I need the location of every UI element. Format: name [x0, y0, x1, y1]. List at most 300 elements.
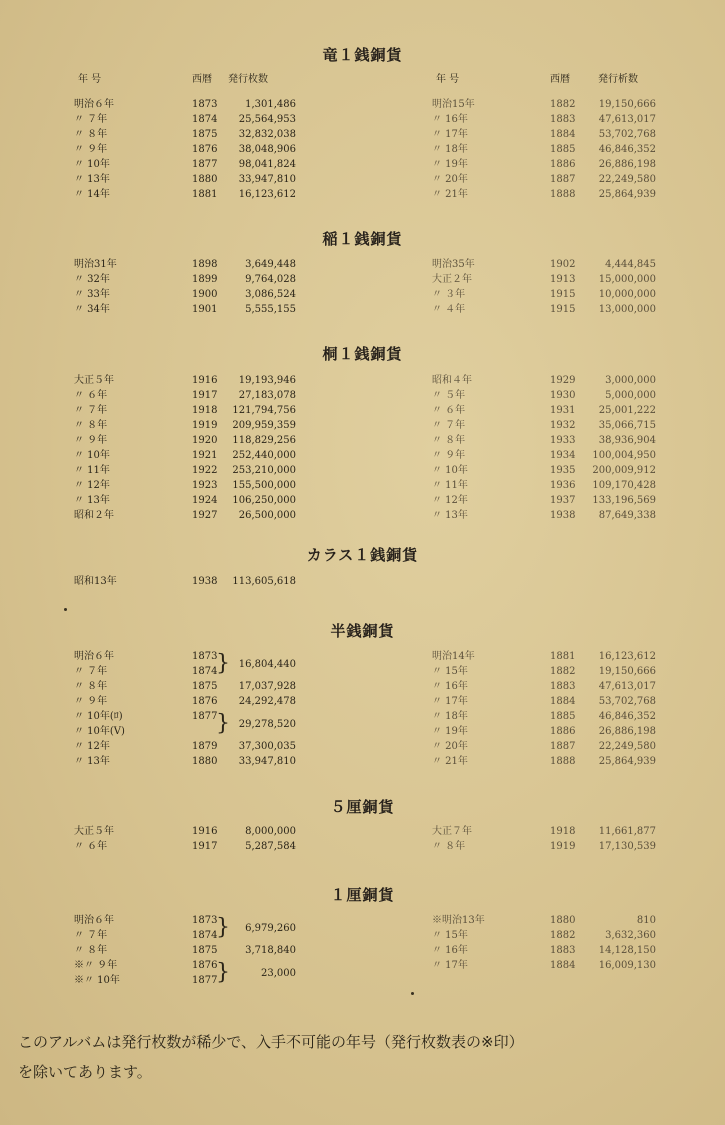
western-year: 1920 — [192, 435, 218, 446]
era-name: 〃 34年 — [74, 304, 110, 315]
era-name: ※〃 10年 — [74, 975, 120, 986]
western-year: 1888 — [550, 756, 576, 767]
table-right — [432, 913, 672, 973]
western-year: 1938 — [192, 576, 218, 587]
mintage-count: 5,287,584 — [245, 841, 296, 852]
table-row — [74, 272, 314, 287]
section-title: 稲１銭銅貨 — [322, 230, 403, 248]
merge-brace: } — [216, 710, 230, 736]
era-name: 〃 ９年 — [74, 696, 108, 707]
table-row — [432, 943, 672, 958]
era-name: 〃 18年 — [432, 144, 468, 155]
table-row — [432, 478, 672, 493]
table-row — [74, 448, 314, 463]
western-year: 1873 — [192, 99, 218, 110]
mintage-count: 3,649,448 — [245, 259, 296, 270]
western-year: 1924 — [192, 495, 218, 506]
western-year: 1873 — [192, 651, 218, 662]
era-name: 明治31年 — [74, 259, 117, 270]
western-year: 1874 — [192, 114, 218, 125]
mintage-count: 253,210,000 — [232, 465, 296, 476]
era-name: 〃 ６年 — [74, 841, 108, 852]
mintage-count: 5,000,000 — [605, 390, 656, 401]
era-name: 〃 ７年 — [74, 114, 108, 125]
table-row — [74, 127, 314, 142]
header-era: 年 号 — [78, 74, 102, 85]
table-row — [432, 172, 672, 187]
era-name: 〃 13年 — [74, 174, 110, 185]
mintage-count: 25,864,939 — [598, 756, 656, 767]
era-name: 〃 12年 — [432, 495, 468, 506]
western-year: 1887 — [550, 174, 576, 185]
era-name: 〃 ７年 — [74, 405, 108, 416]
western-year: 1886 — [550, 726, 576, 737]
era-name: 明治14年 — [432, 651, 475, 662]
era-name: 大正２年 — [432, 274, 472, 285]
table-row — [432, 839, 672, 854]
header-right — [436, 72, 666, 87]
table-right — [432, 824, 672, 854]
mintage-count: 87,649,338 — [598, 510, 656, 521]
western-year: 1937 — [550, 495, 576, 506]
western-year: 1918 — [550, 826, 576, 837]
era-name: 〃 17年 — [432, 696, 468, 707]
table-row — [432, 508, 672, 523]
table-row — [74, 679, 314, 694]
speck — [64, 608, 67, 611]
table-right — [432, 97, 672, 202]
western-year: 1873 — [192, 915, 218, 926]
western-year: 1883 — [550, 114, 576, 125]
era-name: 〃 16年 — [432, 114, 468, 125]
era-name: 〃 12年 — [74, 741, 110, 752]
western-year: 1934 — [550, 450, 576, 461]
era-name: 〃 16年 — [432, 945, 468, 956]
mintage-count: 22,249,580 — [598, 741, 656, 752]
western-year: 1880 — [550, 915, 576, 926]
era-name: 〃 32年 — [74, 274, 110, 285]
western-year: 1884 — [550, 960, 576, 971]
mintage-count: 25,001,222 — [598, 405, 656, 416]
table-row — [432, 373, 672, 388]
table-row — [74, 257, 314, 272]
mintage-count: 32,832,038 — [238, 129, 296, 140]
mintage-count: 3,086,524 — [245, 289, 296, 300]
table-row — [74, 824, 314, 839]
table-row — [74, 839, 314, 854]
western-year: 1929 — [550, 375, 576, 386]
era-name: 〃 11年 — [432, 480, 468, 491]
table-row — [432, 388, 672, 403]
era-name: 〃 ８年 — [432, 435, 466, 446]
era-name: 明治６年 — [74, 915, 114, 926]
western-year: 1875 — [192, 945, 218, 956]
table-row — [432, 433, 672, 448]
western-year: 1874 — [192, 666, 218, 677]
western-year: 1936 — [550, 480, 576, 491]
section-title: 桐１銭銅貨 — [322, 345, 403, 363]
merge-brace: } — [216, 959, 230, 985]
era-name: 明治６年 — [74, 99, 114, 110]
era-name: 〃 20年 — [432, 174, 468, 185]
era-name: 〃 16年 — [432, 681, 468, 692]
mintage-count: 53,702,768 — [598, 696, 656, 707]
table-row — [74, 403, 314, 418]
western-year: 1915 — [550, 289, 576, 300]
table-row — [432, 272, 672, 287]
table-row — [432, 928, 672, 943]
mintage-count: 25,864,939 — [598, 189, 656, 200]
section-title: 半銭銅貨 — [330, 622, 395, 640]
western-year: 1931 — [550, 405, 576, 416]
table-row — [432, 157, 672, 172]
mintage-count: 33,947,810 — [238, 756, 296, 767]
mintage-count: 14,128,150 — [598, 945, 656, 956]
western-year: 1918 — [192, 405, 218, 416]
table-left — [74, 824, 314, 854]
western-year: 1881 — [550, 651, 576, 662]
merged-mintage-count: 23,000 — [261, 967, 296, 979]
table-row — [432, 287, 672, 302]
era-name: 〃 ８年 — [74, 129, 108, 140]
era-name: 〃 10年(ﾛ) — [74, 711, 123, 722]
table-row — [74, 694, 314, 709]
era-name: 〃 11年 — [74, 465, 110, 476]
western-year: 1922 — [192, 465, 218, 476]
era-name: 〃 33年 — [74, 289, 110, 300]
western-year: 1935 — [550, 465, 576, 476]
western-year: 1879 — [192, 741, 218, 752]
era-name: 〃 19年 — [432, 159, 468, 170]
mintage-count: 26,886,198 — [598, 726, 656, 737]
mintage-count: 1,301,486 — [245, 99, 296, 110]
era-name: 〃 ８年 — [74, 420, 108, 431]
western-year: 1938 — [550, 510, 576, 521]
merge-brace: } — [216, 650, 230, 676]
table-right — [432, 649, 672, 769]
era-name: 明治35年 — [432, 259, 475, 270]
era-name: 〃 13年 — [74, 495, 110, 506]
mintage-count: 16,123,612 — [598, 651, 656, 662]
mintage-count: 100,004,950 — [592, 450, 656, 461]
mintage-count: 47,613,017 — [598, 681, 656, 692]
western-year: 1877 — [192, 975, 218, 986]
table-row — [74, 287, 314, 302]
western-year: 1887 — [550, 741, 576, 752]
western-year: 1921 — [192, 450, 218, 461]
western-year: 1874 — [192, 930, 218, 941]
western-year: 1882 — [550, 666, 576, 677]
table-right — [432, 257, 672, 317]
table-row — [74, 187, 314, 202]
western-year: 1916 — [192, 826, 218, 837]
mintage-count: 106,250,000 — [232, 495, 296, 506]
mintage-count: 19,150,666 — [598, 99, 656, 110]
era-name: 〃 21年 — [432, 189, 468, 200]
western-year: 1886 — [550, 159, 576, 170]
footnote-line-1: このアルバムは発行枚数が稀少で、入手不可能の年号（発行枚数表の※印） — [18, 1033, 524, 1051]
era-name: 〃 ８年 — [432, 841, 466, 852]
western-year: 1901 — [192, 304, 218, 315]
mintage-count: 24,292,478 — [238, 696, 296, 707]
table-row — [74, 142, 314, 157]
western-year: 1919 — [192, 420, 218, 431]
mintage-count: 9,764,028 — [245, 274, 296, 285]
mintage-count: 3,718,840 — [245, 945, 296, 956]
header-left — [78, 72, 308, 87]
western-year: 1919 — [550, 841, 576, 852]
western-year: 1923 — [192, 480, 218, 491]
mintage-count: 16,009,130 — [598, 960, 656, 971]
table-row — [74, 493, 314, 508]
era-name: 〃 19年 — [432, 726, 468, 737]
western-year: 1882 — [550, 99, 576, 110]
mintage-count: 19,193,946 — [238, 375, 296, 386]
table-row — [74, 739, 314, 754]
western-year: 1875 — [192, 681, 218, 692]
table-row — [74, 112, 314, 127]
western-year: 1913 — [550, 274, 576, 285]
western-year: 1930 — [550, 390, 576, 401]
western-year: 1900 — [192, 289, 218, 300]
western-year: 1877 — [192, 711, 218, 722]
era-name: 〃 ３年 — [432, 289, 466, 300]
western-year: 1875 — [192, 129, 218, 140]
western-year: 1876 — [192, 960, 218, 971]
section-title: カラス１銭銅貨 — [306, 546, 419, 564]
western-year: 1880 — [192, 174, 218, 185]
mintage-count: 17,037,928 — [238, 681, 296, 692]
era-name: 〃 ６年 — [432, 405, 466, 416]
era-name: 昭和13年 — [74, 576, 117, 587]
table-row — [432, 709, 672, 724]
table-row — [432, 664, 672, 679]
western-year: 1880 — [192, 756, 218, 767]
mintage-count: 810 — [636, 915, 656, 926]
section-title: １厘銅貨 — [330, 886, 395, 904]
era-name: 〃 13年 — [74, 756, 110, 767]
western-year: 1915 — [550, 304, 576, 315]
mintage-count: 47,613,017 — [598, 114, 656, 125]
era-name: 明治６年 — [74, 651, 114, 662]
table-left — [74, 97, 314, 202]
mintage-count: 19,150,666 — [598, 666, 656, 677]
mintage-count: 133,196,569 — [592, 495, 656, 506]
mintage-count: 5,555,155 — [245, 304, 296, 315]
table-row — [74, 157, 314, 172]
era-name: 〃 14年 — [74, 189, 110, 200]
table-row — [74, 508, 314, 523]
table-row — [432, 824, 672, 839]
table-row — [74, 302, 314, 317]
era-name: 〃 18年 — [432, 711, 468, 722]
western-year: 1876 — [192, 144, 218, 155]
table-row — [432, 187, 672, 202]
table-row — [74, 754, 314, 769]
section-title: 竜１銭銅貨 — [322, 46, 403, 64]
table-row — [74, 463, 314, 478]
table-row — [74, 433, 314, 448]
western-year: 1932 — [550, 420, 576, 431]
western-year: 1888 — [550, 189, 576, 200]
era-name: 〃 ７年 — [74, 666, 108, 677]
western-year: 1876 — [192, 696, 218, 707]
mintage-count: 10,000,000 — [598, 289, 656, 300]
era-name: 〃 ９年 — [432, 450, 466, 461]
era-name: 大正５年 — [74, 826, 114, 837]
era-name: 昭和２年 — [74, 510, 114, 521]
mintage-count: 121,794,756 — [232, 405, 296, 416]
mintage-count: 11,661,877 — [598, 826, 656, 837]
table-row — [432, 127, 672, 142]
mintage-count: 3,632,360 — [605, 930, 656, 941]
mintage-count: 26,886,198 — [598, 159, 656, 170]
speck — [411, 992, 414, 995]
table-row — [432, 493, 672, 508]
era-name: 〃 15年 — [432, 930, 468, 941]
western-year: 1885 — [550, 144, 576, 155]
table-left — [74, 373, 314, 523]
table-row — [432, 724, 672, 739]
era-name: 〃 17年 — [432, 129, 468, 140]
western-year: 1884 — [550, 696, 576, 707]
era-name: 〃 ８年 — [74, 681, 108, 692]
era-name: ※〃 ９年 — [74, 960, 118, 971]
mintage-count: 252,440,000 — [232, 450, 296, 461]
western-year: 1898 — [192, 259, 218, 270]
western-year: 1902 — [550, 259, 576, 270]
mintage-count: 25,564,953 — [238, 114, 296, 125]
era-name: 〃 ７年 — [432, 420, 466, 431]
table-row — [432, 694, 672, 709]
mintage-count: 8,000,000 — [245, 826, 296, 837]
table-row — [432, 679, 672, 694]
mintage-count: 109,170,428 — [592, 480, 656, 491]
mintage-count: 15,000,000 — [598, 274, 656, 285]
era-name: 〃 ７年 — [74, 930, 108, 941]
era-name: 〃 10年 — [74, 450, 110, 461]
table-row — [432, 418, 672, 433]
mintage-count: 26,500,000 — [238, 510, 296, 521]
header-era: 年 号 — [436, 74, 460, 85]
table-row — [432, 913, 672, 928]
table-row — [74, 943, 314, 958]
section-title: ５厘銅貨 — [330, 798, 395, 816]
mintage-count: 22,249,580 — [598, 174, 656, 185]
western-year: 1917 — [192, 841, 218, 852]
western-year: 1885 — [550, 711, 576, 722]
table-row — [432, 739, 672, 754]
era-name: 〃 ４年 — [432, 304, 466, 315]
western-year: 1917 — [192, 390, 218, 401]
table-row — [432, 463, 672, 478]
era-name: 〃 12年 — [74, 480, 110, 491]
table-row — [432, 448, 672, 463]
era-name: 〃 ５年 — [432, 390, 466, 401]
table-row — [74, 172, 314, 187]
western-year: 1927 — [192, 510, 218, 521]
table-row — [74, 418, 314, 433]
western-year: 1884 — [550, 129, 576, 140]
era-name: ※明治13年 — [432, 915, 485, 926]
table-row — [74, 388, 314, 403]
mintage-count: 38,936,904 — [598, 435, 656, 446]
era-name: 明治15年 — [432, 99, 475, 110]
era-name: 〃 10年(V) — [74, 726, 125, 737]
header-count: 発行枚数 — [228, 74, 268, 85]
table-row — [432, 754, 672, 769]
mintage-count: 155,500,000 — [232, 480, 296, 491]
table-left — [74, 574, 314, 589]
mintage-count: 209,959,359 — [232, 420, 296, 431]
mintage-count: 35,066,715 — [598, 420, 656, 431]
mintage-count: 33,947,810 — [238, 174, 296, 185]
era-name: 〃 21年 — [432, 756, 468, 767]
era-name: 〃 ６年 — [74, 390, 108, 401]
mintage-count: 200,009,912 — [592, 465, 656, 476]
western-year: 1916 — [192, 375, 218, 386]
table-row — [432, 142, 672, 157]
header-count: 発行析数 — [598, 74, 638, 85]
era-name: 大正５年 — [74, 375, 114, 386]
era-name: 昭和４年 — [432, 375, 472, 386]
mintage-count: 118,829,256 — [232, 435, 296, 446]
era-name: 〃 13年 — [432, 510, 468, 521]
western-year: 1899 — [192, 274, 218, 285]
footnote — [18, 1027, 718, 1087]
mintage-count: 16,123,612 — [238, 189, 296, 200]
table-row — [432, 302, 672, 317]
merged-mintage-count: 16,804,440 — [238, 658, 296, 670]
merge-brace: } — [216, 914, 230, 940]
mintage-count: 4,444,845 — [605, 259, 656, 270]
table-row — [432, 649, 672, 664]
era-name: 大正７年 — [432, 826, 472, 837]
mintage-count: 53,702,768 — [598, 129, 656, 140]
table-row — [432, 112, 672, 127]
mintage-count: 3,000,000 — [605, 375, 656, 386]
mintage-count: 27,183,078 — [238, 390, 296, 401]
table-row — [74, 574, 314, 589]
era-name: 〃 10年 — [74, 159, 110, 170]
western-year: 1933 — [550, 435, 576, 446]
western-year: 1877 — [192, 159, 218, 170]
era-name: 〃 ９年 — [74, 435, 108, 446]
table-row — [432, 958, 672, 973]
merged-mintage-count: 29,278,520 — [238, 718, 296, 730]
era-name: 〃 17年 — [432, 960, 468, 971]
mintage-count: 98,041,824 — [238, 159, 296, 170]
table-row — [432, 257, 672, 272]
era-name: 〃 ９年 — [74, 144, 108, 155]
mintage-count: 13,000,000 — [598, 304, 656, 315]
western-year: 1881 — [192, 189, 218, 200]
western-year: 1883 — [550, 681, 576, 692]
table-left — [74, 257, 314, 317]
table-row — [74, 97, 314, 112]
table-row — [74, 373, 314, 388]
table-row — [432, 403, 672, 418]
era-name: 〃 20年 — [432, 741, 468, 752]
table-row — [432, 97, 672, 112]
western-year: 1882 — [550, 930, 576, 941]
western-year: 1883 — [550, 945, 576, 956]
era-name: 〃 15年 — [432, 666, 468, 677]
mintage-count: 113,605,618 — [232, 576, 296, 587]
mintage-count: 38,048,906 — [238, 144, 296, 155]
table-row — [74, 478, 314, 493]
era-name: 〃 ８年 — [74, 945, 108, 956]
